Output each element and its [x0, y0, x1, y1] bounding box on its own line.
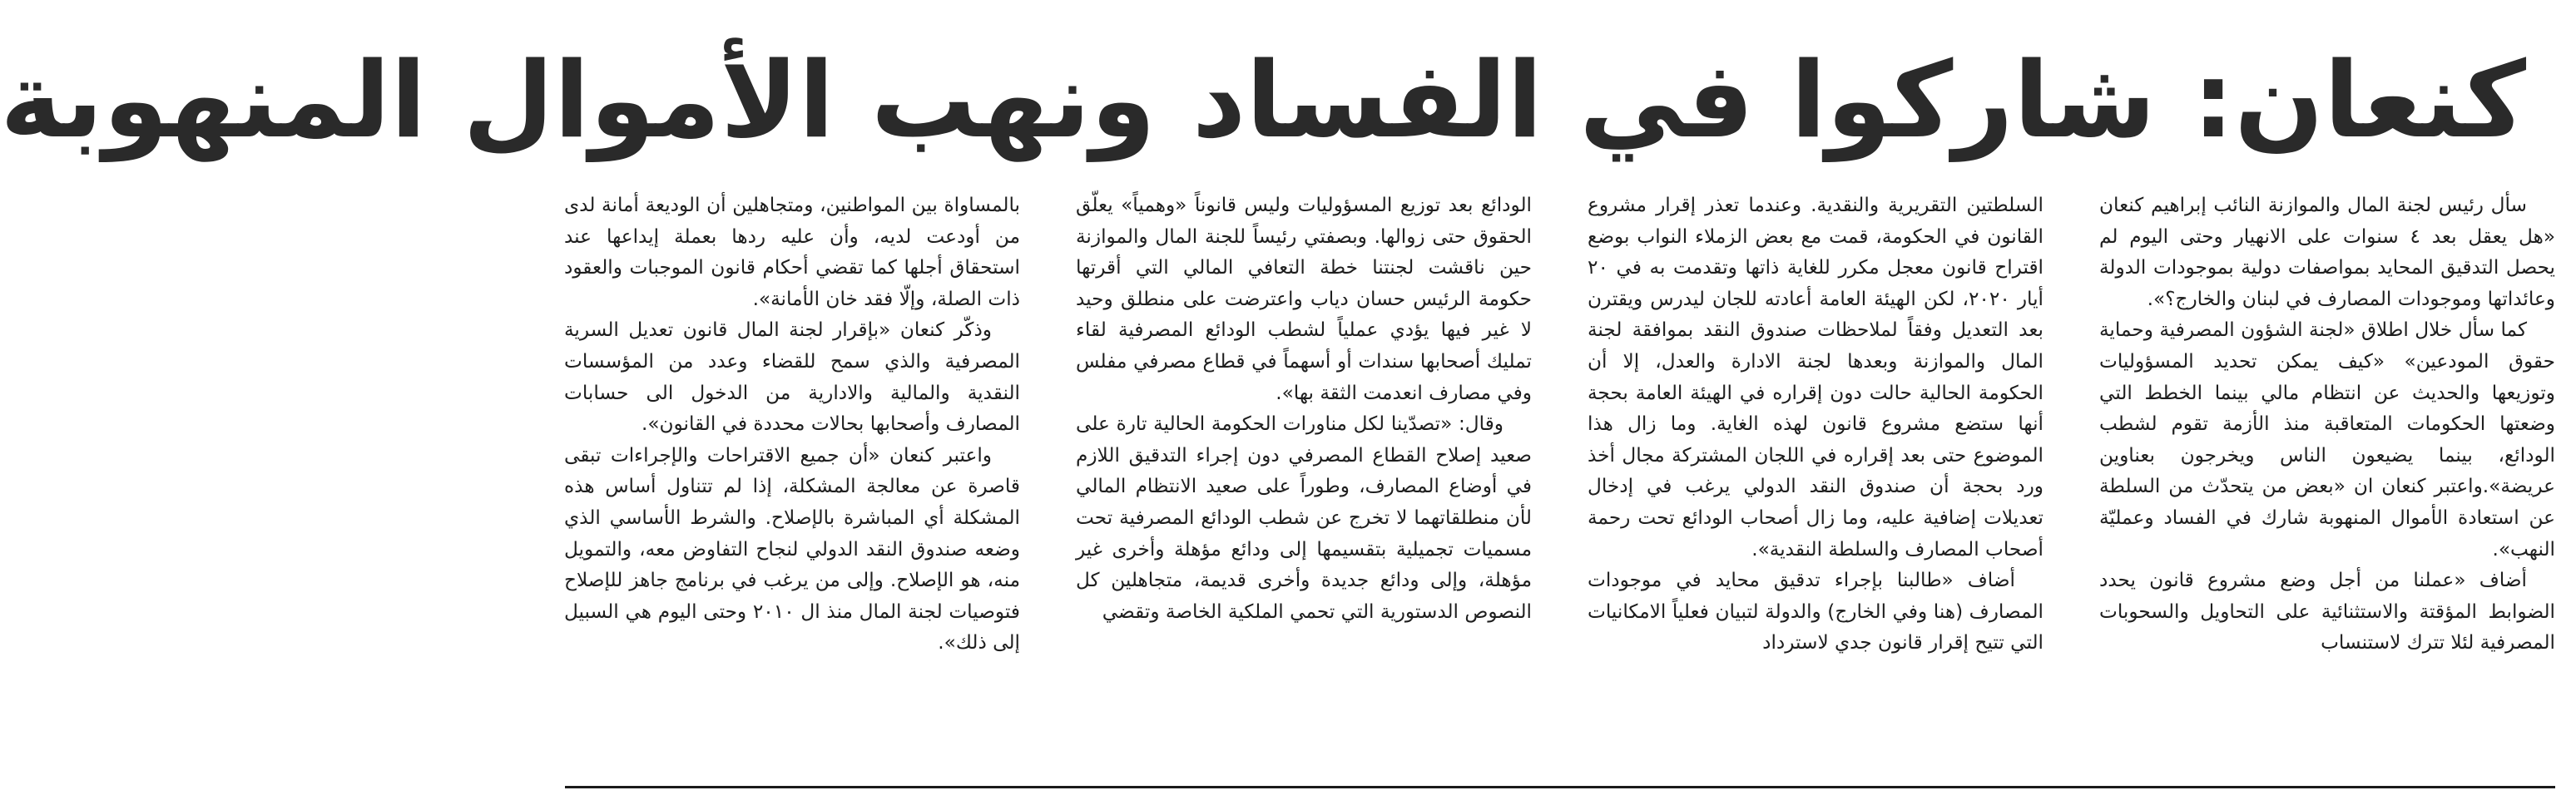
paragraph: أضاف «طالبنا بإجراء تدقيق محايد في موجودات المصارف (هنا وفي الخارج) والدولة لتبيان فعلياً الامكانيات التي تتيح إقرار قانون جدي لاسترداد — [1588, 569, 2043, 654]
paragraph: واعتبر كنعان «أن جميع الاقتراحات والإجراءات تبقى قاصرة عن معالجة المشكلة، إذا لم تتناول أساس هذه المشكلة أي المباشرة بالإصلاح. والشرط الأساسي الذي وضعه صندوق النقد الدولي لنجاح التفاوض معه، والتمويل منه، هو الإصلاح. وإلى من يرغب في برنامج جاهز للإصلاح فتوصيات لجنة المال منذ ال ٢٠١٠ وحتى اليوم هي السبيل إلى ذلك». — [564, 443, 1020, 654]
bottom-divider — [565, 786, 2555, 788]
article-body — [565, 190, 2555, 772]
paragraph: سأل رئيس لجنة المال والموازنة النائب إبراهيم كنعان «هل يعقل بعد ٤ سنوات على الانهيار وحتى اليوم لم يحصل التدقيق المحايد بمواصفات دولية بموجودات الدولة وعائداتها وموجودات المصارف في لبنان والخارج؟». — [2099, 194, 2555, 310]
paragraph: بالمساواة بين المواطنين، ومتجاهلين أن الوديعة أمانة لدى من أودعت لديه، وأن عليه ردها بعملة إيداعها عند استحقاق أجلها كما تقضي أحكام قانون الموجبات والعقود ذات الصلة، وإلّا فقد خان الأمانة». — [564, 194, 1020, 310]
article-column-1 — [2099, 190, 2555, 772]
article-headline: كنعان: شاركوا في الفساد ونهب الأموال المنهوبة — [0, 39, 2526, 161]
article-column-3 — [1076, 190, 1532, 772]
paragraph: وقال: «تصدّينا لكل مناورات الحكومة الحالية تارة على صعيد إصلاح القطاع المصرفي دون إجراء التدقيق اللازم في أوضاع المصارف، وطوراً على صعيد الانتظام المالي لأن منطلقاتهما لا تخرج عن شطب الودائع المصرفية تحت مسميات تجميلية بتقسيمها إلى ودائع مؤهلة وأخرى غير مؤهلة، وإلى ودائع جديدة وأخرى قديمة، متجاهلين كل النصوص الدستورية التي تحمي الملكية الخاصة وتقضي — [1076, 412, 1532, 623]
article-column-4 — [564, 190, 1020, 772]
paragraph: كما سأل خلال اطلاق «لجنة الشؤون المصرفية وحماية حقوق المودعين» «كيف يمكن تحديد المسؤوليات وتوزيعها والحديث عن انتظام مالي بينما الخطط التي وضعتها الحكومات المتعاقبة منذ الأزمة تقوم لشطب الودائع، بينما يضيعون الناس ويخرجون بعناوين عريضة».واعتبر كنعان ان «بعض من يتحدّث من السلطة عن استعادة الأموال المنهوبة شارك في الفساد وعمليّة النهب». — [2099, 319, 2555, 561]
article-column-2 — [1588, 190, 2043, 772]
paragraph: السلطتين التقريرية والنقدية. وعندما تعذر إقرار مشروع القانون في الحكومة، قمت مع بعض الزملاء النواب بوضع اقتراح قانون معجل مكرر للغاية ذاتها وتقدمت به في ٢٠ أيار ٢٠٢٠، لكن الهيئة العامة أعادته للجان ليدرس ويقترن بعد التعديل وفقاً لملاحظات صندوق النقد بموافقة لجنة المال والموازنة وبعدها لجنة الادارة والعدل، إلا أن الحكومة الحالية حالت دون إقراره في الهيئة العامة بحجة أنها ستضع مشروع قانون لهذه الغاية. وما زال هذا الموضوع حتى بعد إقراره في اللجان المشتركة مجال أخذ ورد بحجة أن صندوق النقد الدولي يرغب في إدخال تعديلات إضافية عليه، وما زال أصحاب الودائع تحت رحمة أصحاب المصارف والسلطة النقدية». — [1588, 194, 2043, 561]
paragraph: أضاف «عملنا من أجل وضع مشروع قانون يحدد الضوابط المؤقتة والاستثنائية على التحاويل والسحوبات المصرفية لئلا تترك لاستنساب — [2099, 569, 2555, 654]
paragraph: وذكّر كنعان «بإقرار لجنة المال قانون تعديل السرية المصرفية والذي سمح للقضاء وعدد من المؤسسات النقدية والمالية والادارية من الدخول الى حسابات المصارف وأصحابها بحالات محددة في القانون». — [564, 319, 1020, 436]
paragraph: الودائع بعد توزيع المسؤوليات وليس قانوناً «وهمياً» يعلّق الحقوق حتى زوالها. وبصفتي رئيساً للجنة المال والموازنة حين ناقشت لجنتنا خطة التعافي المالي التي أقرتها حكومة الرئيس حسان دياب واعترضت على منطلق وحيد لا غير فيها يؤدي عملياً لشطب الودائع المصرفية لقاء تمليك أصحابها سندات أو أسهماً في قطاع مصرفي مفلس وفي مصارف انعدمت الثقة بها». — [1076, 194, 1532, 404]
